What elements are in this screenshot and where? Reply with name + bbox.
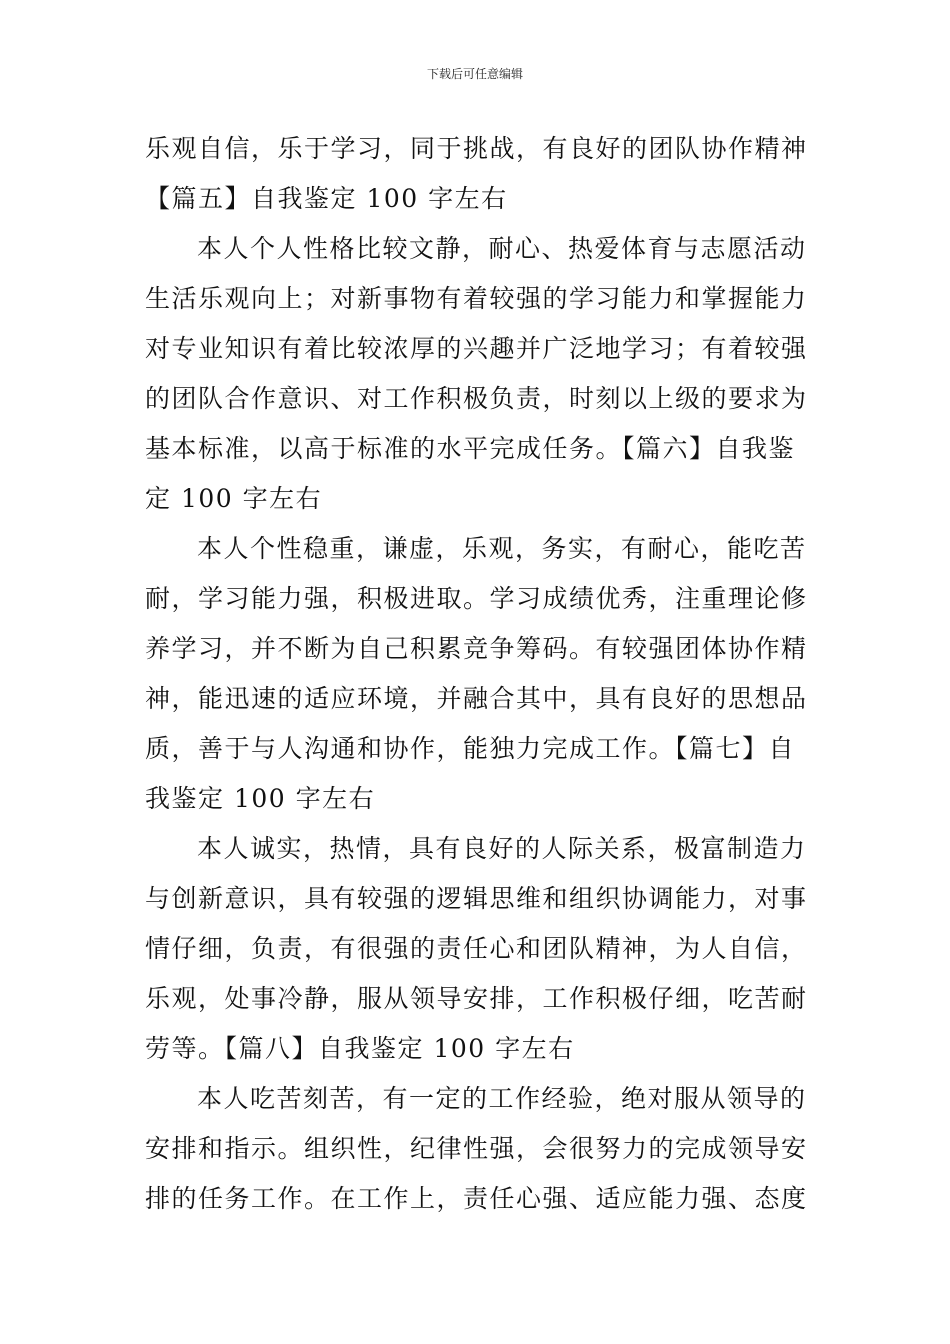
text-line: 质，善于与人沟通和协作，能独力完成工作。【篇七】自 bbox=[145, 734, 796, 763]
text-line: 【篇五】自我鉴定 100 字左右 bbox=[145, 184, 508, 213]
document-body bbox=[145, 124, 807, 1224]
text-line: 排的任务工作。在工作上，责任心强、适应能力强、态度 bbox=[145, 1184, 808, 1213]
text-line: 本人个性稳重，谦虚，乐观，务实，有耐心，能吃苦 bbox=[197, 534, 807, 563]
text-line: 耐，学习能力强，积极进取。学习成绩优秀，注重理论修 bbox=[145, 584, 808, 613]
text-line: 我鉴定 100 字左右 bbox=[145, 784, 376, 813]
text-line: 的团队合作意识、对工作积极负责，时刻以上级的要求为 bbox=[145, 384, 808, 413]
text-line: 劳等。【篇八】自我鉴定 100 字左右 bbox=[145, 1034, 575, 1063]
text-line: 定 100 字左右 bbox=[145, 484, 323, 513]
text-line: 情仔细，负责，有很强的责任心和团队精神，为人自信， bbox=[145, 934, 808, 963]
text-line: 乐观自信，乐于学习，同于挑战，有良好的团队协作精神 bbox=[145, 134, 808, 163]
page-header: 下载后可任意编辑 bbox=[426, 67, 523, 81]
text-line: 与创新意识，具有较强的逻辑思维和组织协调能力，对事 bbox=[145, 884, 808, 913]
text-line: 神，能迅速的适应环境，并融合其中，具有良好的思想品 bbox=[145, 684, 808, 713]
text-line: 本人个人性格比较文静，耐心、热爱体育与志愿活动 bbox=[197, 234, 807, 263]
text-line: 安排和指示。组织性，纪律性强，会很努力的完成领导安 bbox=[145, 1134, 808, 1163]
text-line: 本人诚实，热情，具有良好的人际关系，极富制造力 bbox=[197, 834, 807, 863]
text-line: 养学习，并不断为自己积累竞争筹码。有较强团体协作精 bbox=[145, 634, 808, 663]
text-line: 乐观，处事冷静，服从领导安排，工作积极仔细，吃苦耐 bbox=[145, 984, 808, 1013]
text-line: 基本标准，以高于标准的水平完成任务。【篇六】自我鉴 bbox=[145, 434, 796, 463]
text-line: 本人吃苦刻苦，有一定的工作经验，绝对服从领导的 bbox=[197, 1084, 807, 1113]
text-line: 对专业知识有着比较浓厚的兴趣并广泛地学习；有着较强 bbox=[145, 334, 808, 363]
text-line: 生活乐观向上；对新事物有着较强的学习能力和掌握能力 bbox=[145, 284, 808, 313]
